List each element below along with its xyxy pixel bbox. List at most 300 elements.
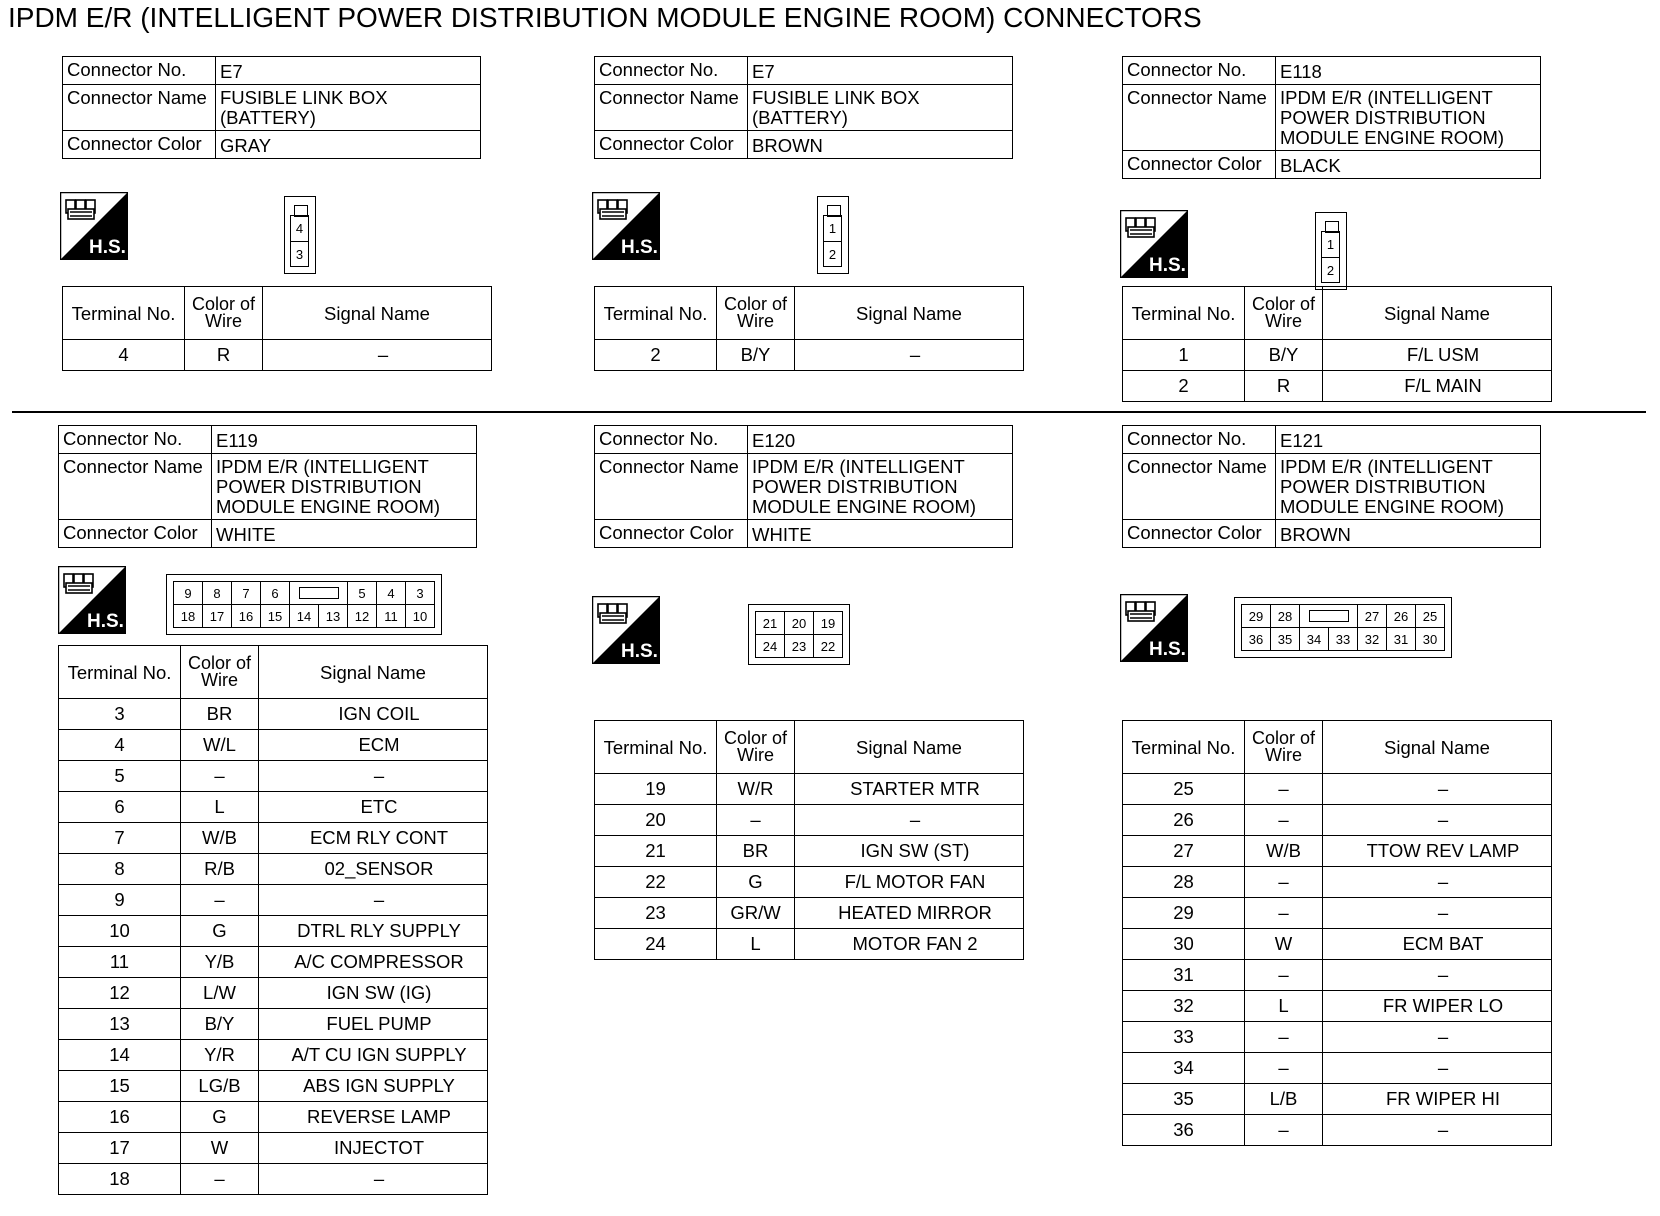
pin-cell: 21 [756, 612, 785, 635]
terminal-no: 1 [1123, 340, 1245, 371]
table-row [595, 929, 1024, 960]
table-row [1123, 1022, 1552, 1053]
pin-cavity-column [290, 215, 309, 267]
harness-side-icon [1120, 210, 1188, 278]
pin-cell: 11 [377, 605, 406, 628]
terminal-no-header: Terminal No. [1123, 287, 1245, 340]
connector-color-row [595, 520, 1013, 548]
wire-color: R [185, 340, 263, 371]
connector-info-table [58, 425, 477, 548]
signal-name: FR WIPER HI [1323, 1084, 1552, 1115]
signal-name: IGN SW (ST) [795, 836, 1024, 867]
connector-number-value: E121 [1276, 426, 1541, 454]
terminal-table-header [1123, 721, 1552, 774]
terminal-no: 3 [59, 699, 181, 730]
connector-name-label: Connector Name [595, 85, 748, 131]
table-row [59, 947, 488, 978]
connector-color-value: BLACK [1276, 151, 1541, 179]
table-row [595, 774, 1024, 805]
page-title: IPDM E/R (INTELLIGENT POWER DISTRIBUTION MODULE ENGINE ROOM) CONNECTORS [8, 2, 1202, 33]
wire-color: W/R [717, 774, 795, 805]
table-row [59, 1040, 488, 1071]
table-row [1123, 371, 1552, 402]
pin-cell: 27 [1358, 605, 1387, 628]
pin-cell: 25 [1416, 605, 1445, 628]
signal-name: F/L MOTOR FAN [795, 867, 1024, 898]
signal-name: A/C COMPRESSOR [259, 947, 488, 978]
signal-name: A/T CU IGN SUPPLY [259, 1040, 488, 1071]
terminal-no: 29 [1123, 898, 1245, 929]
connector-number-label: Connector No. [63, 57, 216, 85]
terminal-no-header: Terminal No. [595, 287, 717, 340]
terminal-no: 23 [595, 898, 717, 929]
table-row [1123, 867, 1552, 898]
terminal-no: 7 [59, 823, 181, 854]
terminal-no-header: Terminal No. [1123, 721, 1245, 774]
hs-label: H.S. [87, 611, 124, 632]
wire-color: G [717, 867, 795, 898]
pin-cavity-column [823, 215, 842, 267]
table-row [1123, 805, 1552, 836]
wire-color: G [181, 916, 259, 947]
wire-color: W/B [181, 823, 259, 854]
signal-name: – [1323, 1053, 1552, 1084]
connector-name-label: Connector Name [1123, 85, 1276, 151]
connector-info-table [594, 56, 1013, 159]
wire-color: – [1245, 898, 1323, 929]
terminal-no: 32 [1123, 991, 1245, 1022]
table-row [1123, 340, 1552, 371]
terminal-no: 25 [1123, 774, 1245, 805]
table-row [59, 1009, 488, 1040]
hs-label: H.S. [89, 237, 126, 258]
connector-number-value: E120 [748, 426, 1013, 454]
wire-color: – [717, 805, 795, 836]
terminal-table [594, 720, 1024, 960]
signal-name: HEATED MIRROR [795, 898, 1024, 929]
terminal-table [594, 286, 1024, 371]
table-row [1123, 836, 1552, 867]
wire-color: – [1245, 805, 1323, 836]
terminal-table-header [595, 721, 1024, 774]
table-row [59, 885, 488, 916]
harness-side-icon [1120, 594, 1188, 662]
connector-face-diagram [284, 196, 316, 274]
pin-cell: 12 [348, 605, 377, 628]
terminal-no: 6 [59, 792, 181, 823]
pin-cell: 35 [1271, 628, 1300, 651]
table-row [1123, 929, 1552, 960]
terminal-table [1122, 286, 1552, 402]
signal-name: TTOW REV LAMP [1323, 836, 1552, 867]
signal-name: – [1323, 774, 1552, 805]
connector-number-row [595, 426, 1013, 454]
connector-color-label: Connector Color [1123, 151, 1276, 179]
terminal-no: 20 [595, 805, 717, 836]
pin-cell: 24 [756, 635, 785, 658]
connector-face-diagram [748, 604, 850, 665]
connector-color-row [595, 131, 1013, 159]
signal-name: IGN COIL [259, 699, 488, 730]
wire-color: B/Y [1245, 340, 1323, 371]
terminal-no: 30 [1123, 929, 1245, 960]
signal-name: – [1323, 867, 1552, 898]
terminal-no: 21 [595, 836, 717, 867]
pin-cell: 34 [1300, 628, 1329, 651]
terminal-no: 13 [59, 1009, 181, 1040]
pin-cell: 2 [824, 241, 841, 267]
hs-label: H.S. [621, 641, 658, 662]
wire-color: – [1245, 1022, 1323, 1053]
terminal-no: 8 [59, 854, 181, 885]
hs-label: H.S. [1149, 639, 1186, 660]
connector-number-label: Connector No. [595, 426, 748, 454]
pin-row [1242, 605, 1445, 628]
signal-name: – [263, 340, 492, 371]
wire-color: L [717, 929, 795, 960]
pin-cell: 1 [828, 221, 837, 236]
wire-color: – [181, 885, 259, 916]
signal-name-header: Signal Name [259, 646, 488, 699]
wire-color: W/L [181, 730, 259, 761]
signal-name: IGN SW (IG) [259, 978, 488, 1009]
connector-name-row [595, 85, 1013, 131]
terminal-no-header: Terminal No. [59, 646, 181, 699]
pin-cell: 9 [174, 582, 203, 605]
terminal-no: 4 [59, 730, 181, 761]
wire-color: – [1245, 1115, 1323, 1146]
connector-latch [290, 582, 348, 605]
wire-color: Y/B [181, 947, 259, 978]
signal-name: ETC [259, 792, 488, 823]
wire-color: BR [181, 699, 259, 730]
wire-color: L/B [1245, 1084, 1323, 1115]
pin-cell: 14 [290, 605, 319, 628]
connector-color-row [1123, 151, 1541, 179]
connector-number-value: E119 [212, 426, 477, 454]
connector-name-row [595, 454, 1013, 520]
pin-cell: 10 [406, 605, 435, 628]
terminal-no: 27 [1123, 836, 1245, 867]
signal-name: – [1323, 898, 1552, 929]
signal-name-header: Signal Name [795, 721, 1024, 774]
connector-color-row [59, 520, 477, 548]
connector-name-label: Connector Name [1123, 454, 1276, 520]
wire-color: L [181, 792, 259, 823]
pin-grid [173, 581, 435, 628]
pin-cell: 4 [295, 221, 304, 236]
connector-color-value: GRAY [216, 131, 481, 159]
connector-name-value: IPDM E/R (INTELLIGENT POWER DISTRIBUTION MODULE ENGINE ROOM) [748, 454, 1013, 520]
connector-number-label: Connector No. [59, 426, 212, 454]
signal-name: DTRL RLY SUPPLY [259, 916, 488, 947]
wire-color: B/Y [717, 340, 795, 371]
pin-cell: 19 [814, 612, 843, 635]
terminal-no: 28 [1123, 867, 1245, 898]
pin-cell: 7 [232, 582, 261, 605]
table-row [59, 730, 488, 761]
connector-info-table [62, 56, 481, 159]
connector-name-row [1123, 85, 1541, 151]
pin-cell: 3 [406, 582, 435, 605]
pin-cell: 5 [348, 582, 377, 605]
signal-name: F/L USM [1323, 340, 1552, 371]
table-row [1123, 1115, 1552, 1146]
table-row [595, 898, 1024, 929]
harness-side-icon [58, 566, 126, 634]
terminal-no: 24 [595, 929, 717, 960]
terminal-table-header [1123, 287, 1552, 340]
connector-face-diagram [1234, 597, 1452, 658]
wire-color: GR/W [717, 898, 795, 929]
table-row [59, 1071, 488, 1102]
pin-cell: 16 [232, 605, 261, 628]
pin-row [756, 612, 843, 635]
terminal-table [1122, 720, 1552, 1146]
wire-color: BR [717, 836, 795, 867]
connector-name-value: IPDM E/R (INTELLIGENT POWER DISTRIBUTION MODULE ENGINE ROOM) [1276, 454, 1541, 520]
signal-name: FR WIPER LO [1323, 991, 1552, 1022]
hs-label: H.S. [621, 237, 658, 258]
terminal-table [58, 645, 488, 1195]
terminal-no: 26 [1123, 805, 1245, 836]
terminal-table-header [63, 287, 492, 340]
harness-side-icon [592, 192, 660, 260]
section-divider [12, 411, 1646, 413]
terminal-no: 2 [595, 340, 717, 371]
wire-color: Y/R [181, 1040, 259, 1071]
pin-cell: 33 [1329, 628, 1358, 651]
terminal-table-header [59, 646, 488, 699]
signal-name: FUEL PUMP [259, 1009, 488, 1040]
terminal-no-header: Terminal No. [63, 287, 185, 340]
pin-cell: 32 [1358, 628, 1387, 651]
table-row [63, 340, 492, 371]
color-of-wire-header: Color of Wire [717, 721, 795, 774]
terminal-no: 18 [59, 1164, 181, 1195]
pin-cell: 8 [203, 582, 232, 605]
terminal-no: 22 [595, 867, 717, 898]
connector-color-row [1123, 520, 1541, 548]
pin-cell: 1 [1326, 237, 1335, 252]
table-row [59, 916, 488, 947]
table-row [59, 792, 488, 823]
terminal-no: 33 [1123, 1022, 1245, 1053]
harness-side-icon [60, 192, 128, 260]
connector-number-row [1123, 57, 1541, 85]
signal-name: – [1323, 1115, 1552, 1146]
wire-color: W/B [1245, 836, 1323, 867]
pin-cell: 3 [291, 241, 308, 267]
signal-name: STARTER MTR [795, 774, 1024, 805]
connector-number-row [595, 57, 1013, 85]
signal-name: MOTOR FAN 2 [795, 929, 1024, 960]
table-row [59, 699, 488, 730]
connector-name-label: Connector Name [63, 85, 216, 131]
connector-number-label: Connector No. [1123, 426, 1276, 454]
signal-name: REVERSE LAMP [259, 1102, 488, 1133]
hs-label: H.S. [1149, 255, 1186, 276]
pin-cell: 23 [785, 635, 814, 658]
connector-color-label: Connector Color [595, 131, 748, 159]
wire-color: B/Y [181, 1009, 259, 1040]
connector-number-row [59, 426, 477, 454]
table-row [595, 867, 1024, 898]
terminal-table-header [595, 287, 1024, 340]
pin-cell: 26 [1387, 605, 1416, 628]
table-row [59, 1133, 488, 1164]
connector-number-row [1123, 426, 1541, 454]
wire-color: LG/B [181, 1071, 259, 1102]
wire-color: L/W [181, 978, 259, 1009]
pin-cell: 29 [1242, 605, 1271, 628]
table-row [59, 1102, 488, 1133]
table-row [59, 1164, 488, 1195]
pin-cell: 17 [203, 605, 232, 628]
signal-name: – [1323, 805, 1552, 836]
pin-cell: 30 [1416, 628, 1445, 651]
connector-color-label: Connector Color [595, 520, 748, 548]
terminal-no: 5 [59, 761, 181, 792]
pin-cell: 18 [174, 605, 203, 628]
connector-face-diagram [166, 574, 442, 635]
connector-name-label: Connector Name [59, 454, 212, 520]
terminal-no: 36 [1123, 1115, 1245, 1146]
pin-grid [755, 611, 843, 658]
table-row [59, 854, 488, 885]
connector-color-value: BROWN [748, 131, 1013, 159]
signal-name: INJECTOT [259, 1133, 488, 1164]
signal-name: – [259, 761, 488, 792]
pin-row [1242, 628, 1445, 651]
harness-side-icon [592, 596, 660, 664]
table-row [595, 340, 1024, 371]
table-row [1123, 1053, 1552, 1084]
connector-color-label: Connector Color [59, 520, 212, 548]
wire-color: – [181, 761, 259, 792]
pin-cell: 13 [319, 605, 348, 628]
wire-color: – [1245, 774, 1323, 805]
connector-color-row [63, 131, 481, 159]
connector-info-table [594, 425, 1013, 548]
wire-color: – [1245, 867, 1323, 898]
terminal-no: 12 [59, 978, 181, 1009]
wire-color: L [1245, 991, 1323, 1022]
table-row [1123, 774, 1552, 805]
terminal-no-header: Terminal No. [595, 721, 717, 774]
connector-face-diagram [817, 196, 849, 274]
signal-name: ECM RLY CONT [259, 823, 488, 854]
connector-color-value: WHITE [212, 520, 477, 548]
wire-color: G [181, 1102, 259, 1133]
table-row [1123, 898, 1552, 929]
connector-face-diagram [1315, 212, 1347, 290]
signal-name: ABS IGN SUPPLY [259, 1071, 488, 1102]
connector-name-value: FUSIBLE LINK BOX (BATTERY) [748, 85, 1013, 131]
table-row [1123, 991, 1552, 1022]
pin-cell: 28 [1271, 605, 1300, 628]
wire-color: W [181, 1133, 259, 1164]
terminal-no: 15 [59, 1071, 181, 1102]
pin-row [174, 582, 435, 605]
signal-name: 02_SENSOR [259, 854, 488, 885]
pin-cell: 22 [814, 635, 843, 658]
signal-name: – [259, 1164, 488, 1195]
wire-color: R/B [181, 854, 259, 885]
terminal-no: 14 [59, 1040, 181, 1071]
connector-number-label: Connector No. [595, 57, 748, 85]
connector-number-value: E7 [216, 57, 481, 85]
table-row [595, 805, 1024, 836]
color-of-wire-header: Color of Wire [1245, 287, 1323, 340]
table-row [595, 836, 1024, 867]
connector-name-row [63, 85, 481, 131]
wire-color: – [1245, 1053, 1323, 1084]
table-row [1123, 1084, 1552, 1115]
connector-latch [1300, 605, 1358, 628]
wire-color: – [181, 1164, 259, 1195]
connector-info-table [1122, 56, 1541, 179]
wire-color: W [1245, 929, 1323, 960]
terminal-no: 10 [59, 916, 181, 947]
wire-color: – [1245, 960, 1323, 991]
signal-name: F/L MAIN [1323, 371, 1552, 402]
terminal-no: 35 [1123, 1084, 1245, 1115]
signal-name: – [1323, 1022, 1552, 1053]
pin-row [756, 635, 843, 658]
signal-name-header: Signal Name [1323, 287, 1552, 340]
terminal-table [62, 286, 492, 371]
terminal-no: 31 [1123, 960, 1245, 991]
connector-name-value: IPDM E/R (INTELLIGENT POWER DISTRIBUTION MODULE ENGINE ROOM) [212, 454, 477, 520]
connector-name-label: Connector Name [595, 454, 748, 520]
connector-number-row [63, 57, 481, 85]
signal-name: – [795, 805, 1024, 836]
table-row [59, 823, 488, 854]
signal-name: ECM [259, 730, 488, 761]
terminal-no: 11 [59, 947, 181, 978]
color-of-wire-header: Color of Wire [717, 287, 795, 340]
pin-row [174, 605, 435, 628]
pin-cell: 15 [261, 605, 290, 628]
table-row [59, 761, 488, 792]
signal-name-header: Signal Name [795, 287, 1024, 340]
color-of-wire-header: Color of Wire [185, 287, 263, 340]
terminal-no: 16 [59, 1102, 181, 1133]
color-of-wire-header: Color of Wire [1245, 721, 1323, 774]
terminal-no: 19 [595, 774, 717, 805]
terminal-no: 9 [59, 885, 181, 916]
pin-cell: 20 [785, 612, 814, 635]
pin-cell: 4 [377, 582, 406, 605]
terminal-no: 34 [1123, 1053, 1245, 1084]
wire-color: R [1245, 371, 1323, 402]
terminal-no: 4 [63, 340, 185, 371]
signal-name: ECM BAT [1323, 929, 1552, 960]
connector-name-value: IPDM E/R (INTELLIGENT POWER DISTRIBUTION MODULE ENGINE ROOM) [1276, 85, 1541, 151]
connector-name-row [59, 454, 477, 520]
signal-name: – [795, 340, 1024, 371]
pin-cavity-column [1321, 231, 1340, 283]
pin-cell: 6 [261, 582, 290, 605]
connector-name-value: FUSIBLE LINK BOX (BATTERY) [216, 85, 481, 131]
connector-number-value: E118 [1276, 57, 1541, 85]
connector-number-value: E7 [748, 57, 1013, 85]
color-of-wire-header: Color of Wire [181, 646, 259, 699]
signal-name: – [1323, 960, 1552, 991]
connector-number-label: Connector No. [1123, 57, 1276, 85]
signal-name: – [259, 885, 488, 916]
